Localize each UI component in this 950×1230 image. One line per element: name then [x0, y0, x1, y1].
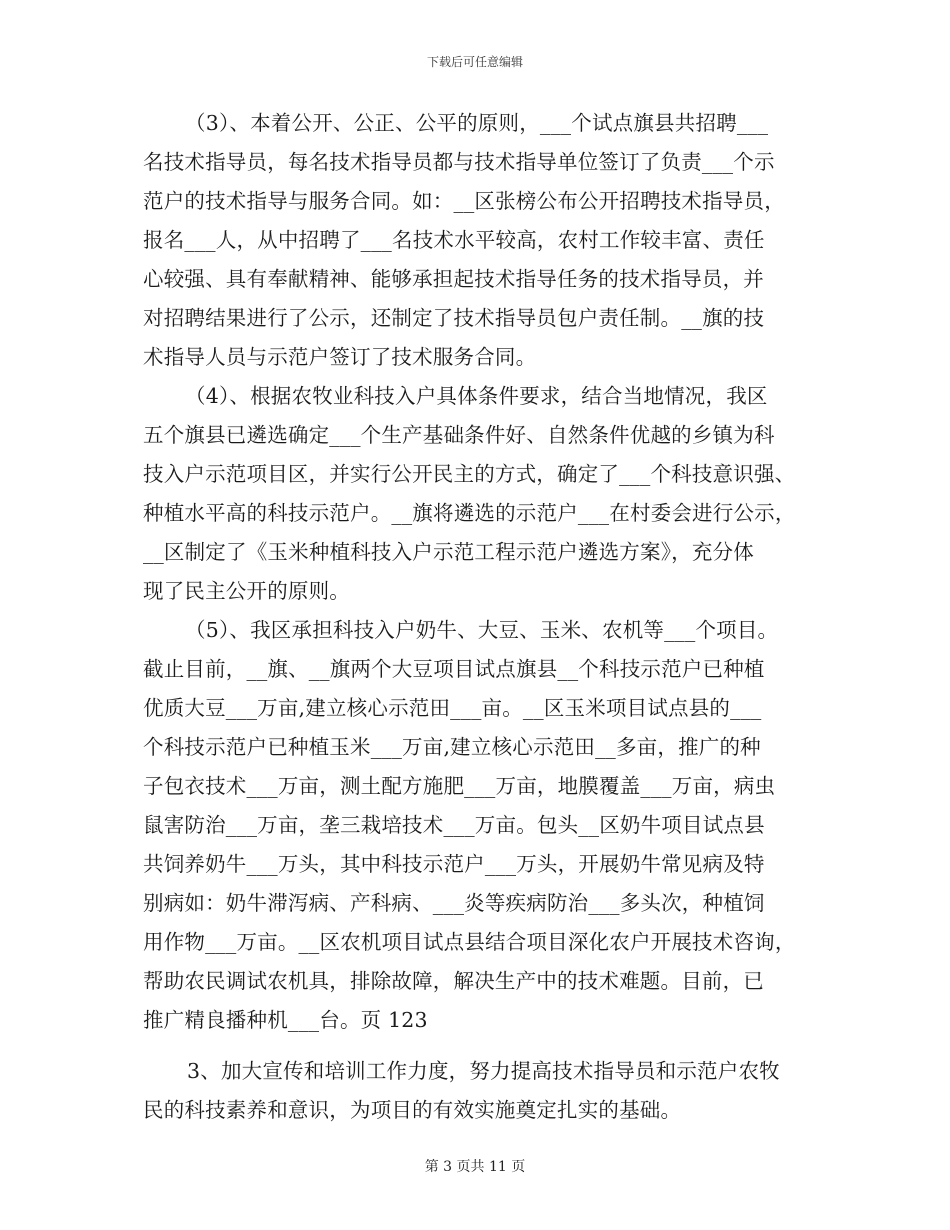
paragraph-3: [143, 104, 815, 377]
text-line: 截止目前，__旗、__旗两个大豆项目试点旗县__个科技示范户已种植: [143, 657, 765, 681]
paragraph-5: [143, 611, 815, 1040]
text-line: （5）、我区承担科技入户奶牛、大豆、玉米、农机等___个项目。: [185, 618, 779, 642]
text-line: 别病如：奶牛滞泻病、产科病、___炎等疾病防治___多头次，种植饲: [143, 891, 765, 915]
document-body: [143, 104, 815, 1130]
paragraph-gap: [143, 1040, 815, 1052]
text-line: 对招聘结果进行了公示，还制定了技术指导员包户责任制。__旗的技: [143, 306, 765, 330]
text-line: 3、加大宣传和培训工作力度，努力提高技术指导员和示范户农牧: [187, 1059, 780, 1083]
text-line: 鼠害防治___万亩，垄三栽培技术___万亩。包头__区奶牛项目试点县: [143, 813, 765, 837]
text-line: 范户的技术指导与服务合同。如：__区张榜公布公开招聘技术指导员，: [143, 189, 785, 213]
text-line: 报名___人，从中招聘了___名技术水平较高，农村工作较丰富、责任: [143, 228, 765, 252]
page-header: 下载后可任意编辑: [426, 55, 523, 69]
text-line: 优质大豆___万亩,建立核心示范田___亩。__区玉米项目试点县的___: [143, 696, 762, 720]
text-line: 帮助农民调试农机具，排除故障，解决生产中的技术难题。目前，已: [143, 969, 764, 993]
text-line: 现了民主公开的原则。: [143, 579, 350, 603]
text-line: （4）、根据农牧业科技入户具体条件要求，结合当地情况，我区: [185, 384, 768, 408]
text-line: 子包衣技术___万亩，测土配方施肥___万亩，地膜覆盖___万亩，病虫: [143, 774, 776, 798]
text-line: 共饲养奶牛___万头，其中科技示范户___万头，开展奶牛常见病及特: [143, 852, 765, 876]
text-line: 技入户示范项目区，并实行公开民主的方式，确定了___个科技意识强、: [143, 462, 796, 486]
paragraph-4: [143, 377, 815, 611]
text-line: 个科技示范户已种植玉米___万亩,建立核心示范田__多亩，推广的种: [143, 735, 761, 759]
text-line: 民的科技素养和意识，为项目的有效实施奠定扎实的基础。: [143, 1098, 682, 1122]
text-line: 推广精良播种机___台。页 123: [143, 1008, 428, 1032]
text-line: 五个旗县已遴选确定___个生产基础条件好、自然条件优越的乡镇为科: [143, 423, 775, 447]
paragraph-6: [143, 1052, 815, 1130]
text-line: __区制定了《玉米种植科技入户示范工程示范户遴选方案》，充分体: [143, 540, 754, 564]
text-line: 术指导人员与示范户签订了技术服务合同。: [143, 345, 537, 369]
page-footer: 第 3 页共 11 页: [424, 1159, 526, 1175]
text-line: （3）、本着公开、公正、公平的原则，___个试点旗县共招聘___: [185, 111, 769, 135]
text-line: 种植水平高的科技示范户。__旗将遴选的示范户___在村委会进行公示，: [143, 501, 796, 525]
text-line: 名技术指导员，每名技术指导员都与技术指导单位签订了负责___个示: [143, 150, 775, 174]
text-line: 心较强、具有奉献精神、能够承担起技术指导任务的技术指导员，并: [143, 267, 764, 291]
text-line: 用作物___万亩。__区农机项目试点县结合项目深化农户开展技术咨询，: [143, 930, 796, 954]
